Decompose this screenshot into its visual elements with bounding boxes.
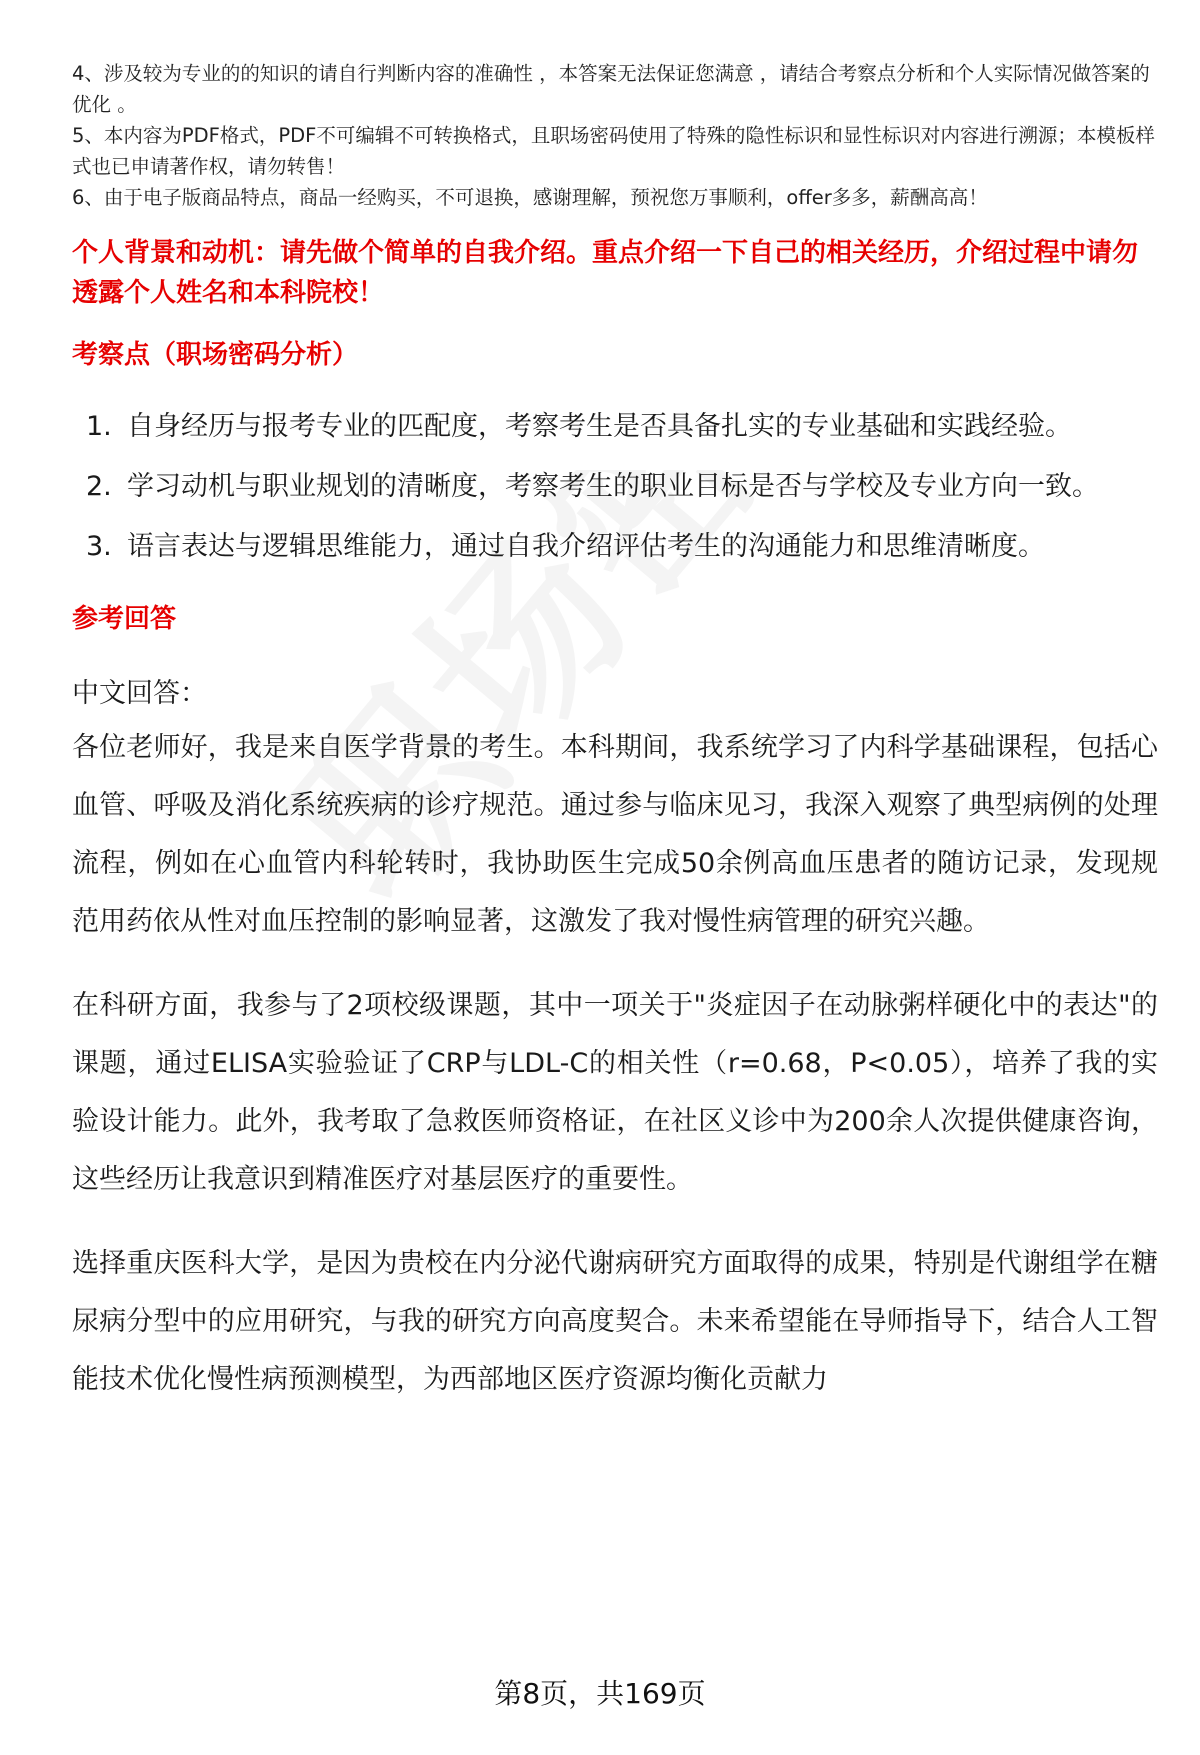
points-heading: 考察点（职场密码分析） [72,340,359,370]
list-item-number: 1. [86,411,112,442]
list-item-text: 语言表达与逻辑思维能力，通过自我介绍评估考生的沟通能力和思维清晰度。 [127,531,1045,562]
points-list [72,397,1158,577]
note-item: 4、涉及较为专业的的知识的请自行判断内容的准确性 ，本答案无法保证您满意 ，请结合考察点分析和个人实际情况做答案的优化 。 [72,62,1150,116]
list-item-number: 2. [86,471,112,502]
list-item [72,457,1158,517]
notes-section [72,58,1158,213]
question-heading: 个人背景和动机：请先做个简单的自我介绍。重点介绍一下自己的相关经历，介绍过程中请勿透露个人姓名和本科院校！ [72,238,1139,308]
list-item [72,397,1158,457]
list-item [72,517,1158,577]
note-item: 5、本内容为PDF格式，PDF不可编辑不可转换格式，且职场密码使用了特殊的隐性标识和显性标识对内容进行溯源；本模板样式也已申请著作权，请勿转售！ [72,124,1155,178]
answer-paragraph: 在科研方面，我参与了2项校级课题，其中一项关于"炎症因子在动脉粥样硬化中的表达"的课题，通过ELISA实验验证了CRP与LDL-C的相关性（r=0.68，P<0.05），培养了我的实验设计能力。此外，我考取了急救医师资格证，在社区义诊中为200余人次提供健康咨询，这些经历让我意识到精准医疗对基层医疗的重要性。 [72,990,1158,1195]
note-item: 6、由于电子版商品特点，商品一经购买，不可退换，感谢理解，预祝您万事顺利，offer多多，薪酬高高！ [72,186,988,209]
answer-heading: 参考回答 [72,604,177,634]
page-number: 第8页，共169页 [494,1677,706,1710]
list-item-text: 自身经历与报考专业的匹配度，考察考生是否具备扎实的专业基础和实践经验。 [127,411,1072,442]
answer-label: 中文回答： [72,678,207,709]
page-content [72,58,1158,1409]
answer-paragraph: 各位老师好，我是来自医学背景的考生。本科期间，我系统学习了内科学基础课程，包括心血管、呼吸及消化系统疾病的诊疗规范。通过参与临床见习，我深入观察了典型病例的处理流程，例如在心血管内科轮转时，我协助医生完成50余例高血压患者的随访记录，发现规范用药依从性对血压控制的影响显著，这激发了我对慢性病管理的研究兴趣。 [72,732,1158,937]
answer-paragraph: 选择重庆医科大学，是因为贵校在内分泌代谢病研究方面取得的成果，特别是代谢组学在糖尿病分型中的应用研究，与我的研究方向高度契合。未来希望能在导师指导下，结合人工智能技术优化慢性病预测模型，为西部地区医疗资源均衡化贡献力 [72,1248,1158,1395]
list-item-text: 学习动机与职业规划的清晰度，考察考生的职业目标是否与学校及专业方向一致。 [127,471,1099,502]
list-item-number: 3. [86,531,112,562]
